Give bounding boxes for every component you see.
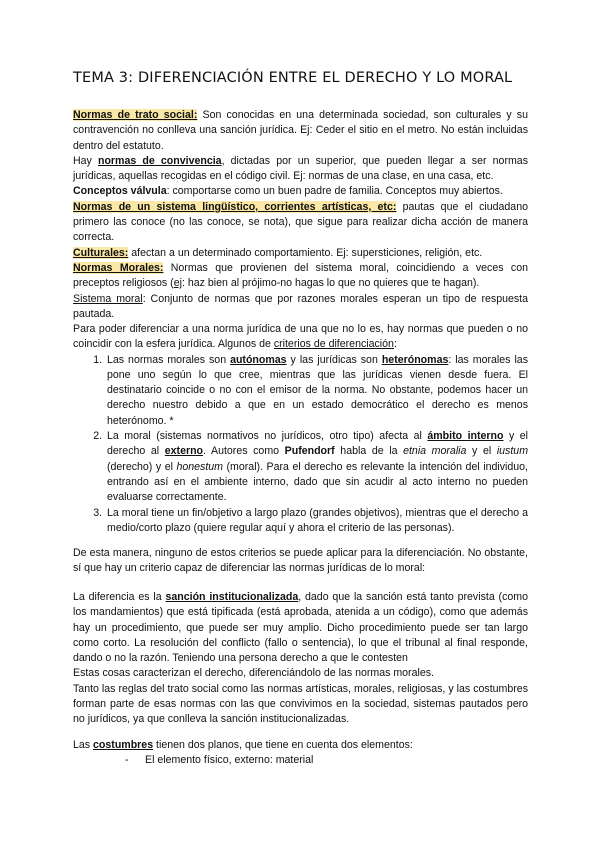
- section-norms-types: [73, 108, 528, 322]
- paragraph-tanto-las-reglas: Tanto las reglas del trato social como las normas artísticas, morales, religiosas, y las costumbres forman parte de esas normas con las que convivimos en la sociedad, sistemas pautados pero no jurídicos, ya que conlleva la sanción institucionalizadas.: [73, 682, 528, 726]
- paragraph-normas-morales: Normas Morales: Normas que provienen del sistema moral, coincidiendo a veces con preceptos religiosos (ej: haz bien al prójimo-no hagas lo que no quieres que te hagan).: [73, 261, 528, 290]
- term-culturales: Culturales:: [73, 246, 129, 259]
- section-conclusion: [73, 546, 528, 577]
- paragraph-costumbres: Las costumbres tienen dos planos, que tiene en cuenta dos elementos:: [73, 739, 413, 751]
- term-normas-trato-social: Normas de trato social:: [73, 109, 198, 121]
- section-criterios: [73, 322, 528, 536]
- term-conceptos-valvula: Conceptos válvula: [73, 185, 167, 198]
- paragraph-conceptos-valvula: Conceptos válvula: comportarse como un buen padre de familia. Conceptos muy abiertos.: [73, 185, 503, 198]
- section-costumbres: [73, 738, 528, 769]
- paragraph-culturales: Culturales: afectan a un determinado comportamiento. Ej: supersticiones, religión, etc.: [73, 246, 483, 259]
- term-costumbres: costumbres: [93, 739, 154, 751]
- section-sancion: [73, 590, 528, 728]
- dash-list-item: - El elemento físico, externo: material: [125, 754, 314, 767]
- paragraph-convivencia: Hay normas de convivencia, dictadas por un superior, que pueden llegar a ser normas jurídicas, aquellas recogidas en el código civil. Ej: normas de una clase, en una casa, etc.: [73, 154, 528, 183]
- paragraph-sancion: La diferencia es la sanción institucionalizada, dado que la sanción está tanto prevista (como los mandamientos) que está tipificada (está aprobada, atenida a un código), como que además hay un procedimiento, que puede ser muy amplio. Dicho procedimiento puede ser tan largo como corto. La resolución del conflicto (fallo o sentencia), lo que el tribunal al final responde, dando o no la razón. Teniendo una persona derecho a que le contesten: [73, 591, 528, 665]
- criterios-list: [73, 353, 528, 537]
- page-title: TEMA 3: DIFERENCIACIÓN ENTRE EL DERECHO Y LO MORAL: [73, 70, 513, 86]
- term-normas-convivencia: normas de convivencia: [97, 154, 222, 167]
- list-item: 2. La moral (sistemas normativos no jurídicos, otro tipo) afecta al ámbito interno y el derecho al externo. Autores como Pufendorf habla de la etnia moralia y el iustum (derecho) y el honestum (moral). Para el derecho es relevante la intención del individuo, entrando así en el ambiente interno, dado que sin acudir al acto interno no pueden evaluarse correctamente.: [105, 429, 528, 505]
- term-sistema-linguistico: Normas de un sistema lingüístico, corrientes artísticas, etc:: [73, 200, 397, 213]
- term-sancion-institucionalizada: sanción institucionalizada: [165, 591, 299, 603]
- paragraph-conclusion: De esta manera, ninguno de estos criterios se puede aplicar para la diferenciación. No obstante, sí que hay un criterio capaz de diferenciar las normas jurídicas de lo moral:: [73, 547, 528, 575]
- paragraph-trato-social: Normas de trato social: Son conocidas en una determinada sociedad, son culturales y su contravención no conlleva una sanción jurídica. Ej: Ceder el sitio en el metro. No están incluidas dentro del estatuto.: [73, 109, 528, 152]
- list-item: 1. Las normas morales son autónomas y las jurídicas son heterónomas: las morales las pone uno según lo que cree, mientras que las jurídicas vienen desde fuera. El destinatario coincide o no con el emisor de la norma. No obstante, podemos hacer un derecho nuestro debido a que en un estado democrático el derecho es menos heterónomo. *: [105, 353, 528, 429]
- term-normas-morales: Normas Morales:: [73, 261, 164, 274]
- paragraph-criterios-intro: Para poder diferenciar a una norma jurídica de una que no lo es, hay normas que pueden o no coincidir con la esfera jurídica. Algunos de criterios de diferenciación:: [73, 323, 528, 351]
- list-item: 3. La moral tiene un fin/objetivo a largo plazo (grandes objetivos), mientras que el derecho a medio/corto plazo (quiere regular aquí y ahora el criterio de las personas).: [105, 506, 528, 537]
- paragraph-caracterizan: Estas cosas caracterizan el derecho, diferenciándolo de las normas morales.: [73, 667, 434, 680]
- paragraph-sistema-moral: Sistema moral: Conjunto de normas que por razones morales esperan un tipo de respuesta pautada.: [73, 292, 528, 320]
- term-sistema-moral: Sistema moral: [73, 292, 143, 305]
- paragraph-sistema-linguistico: Normas de un sistema lingüístico, corrientes artísticas, etc: pautas que el ciudadano primero las conoce (no las conoce, se nota), que sigue para realizar dicha acción de manera correcta.: [73, 200, 528, 244]
